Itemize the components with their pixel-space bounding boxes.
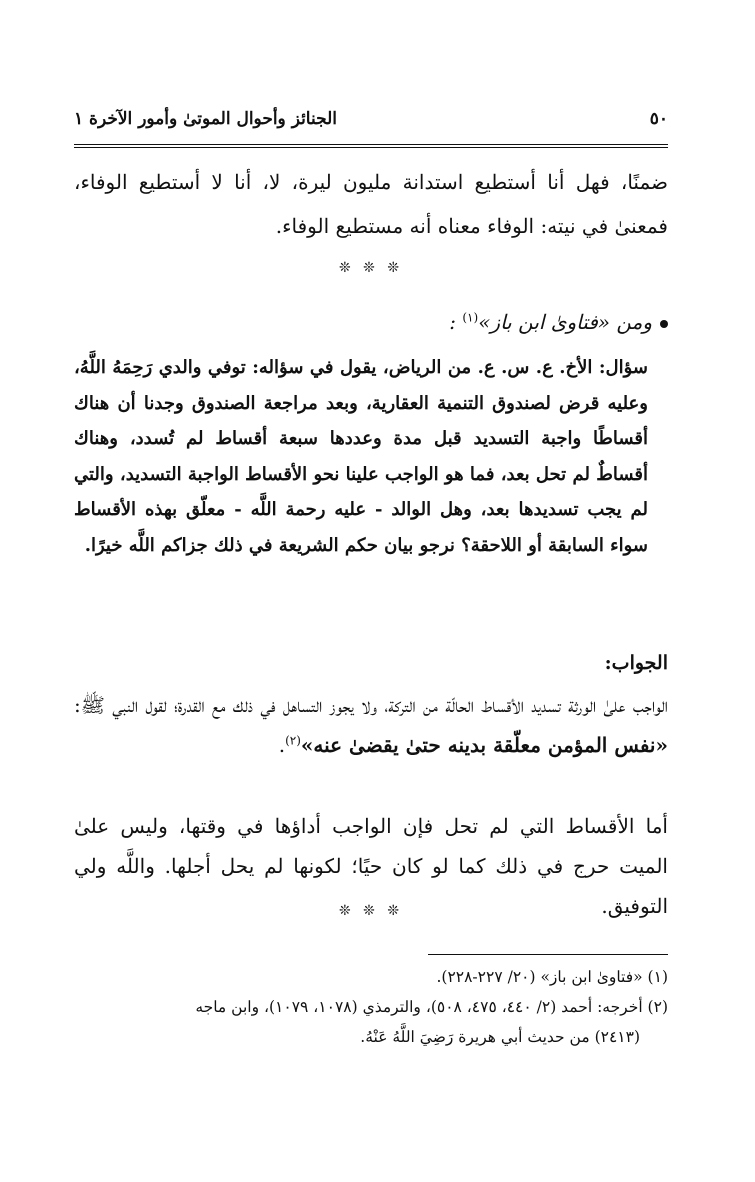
source-text: ومن «فتاوىٰ ابن باز»	[478, 310, 652, 334]
question-text: سؤال: الأخ. ع. س. ع. من الرياض، يقول في سؤاله: توفي والدي رَحِمَهُ اللَّهُ، وعليه قرض لصندوق التنمية العقارية، وبعد مراجعة الصندوق وجدنا أن هناك أقساطًا واجبة التسديد قبل مدة وعددها سبعة أقساط لم تُسدد، وهناك أقساطٌ لم تحل بعد، فما هو الواجب علينا نحو الأقساط الواجبة التسديد، والتي لم يجب تسديدها بعد، وهل الوالد - عليه رحمة اللَّه - معلّق بهذه الأقساط سواء السابقة أو اللاحقة؟ نرجو بيان حكم الشريعة في ذلك جزاكم اللَّه خيرًا.	[74, 357, 648, 556]
footnote-2: (٢) أخرجه: أحمد (٢/ ٤٤٠، ٤٧٥، ٥٠٨)، والترمذي (١٠٧٨، ١٠٧٩)، وابن ماجه	[195, 998, 668, 1016]
bullet-icon	[660, 320, 668, 328]
header-rule	[74, 144, 668, 145]
footnote-2-continuation: (٢٤١٣) من حديث أبي هريرة رَضِيَ اللَّهُ عَنْهُ.	[360, 1028, 640, 1046]
footnote-1: (١) «فتاوىٰ ابن باز» (٢٠/ ٢٢٧-٢٢٨).	[436, 968, 668, 986]
answer-text-end: .	[278, 733, 286, 757]
page-number: ٥٠	[649, 109, 668, 129]
question-block	[74, 350, 648, 563]
book-page	[74, 0, 668, 1182]
footnote-rule	[428, 954, 668, 955]
book-title: الجنائز وأحوال الموتىٰ وأمور الآخرة ١	[74, 109, 337, 129]
hadith-quote: «نفس المؤمن معلّقة بدينه حتىٰ يقضىٰ عنه»	[300, 733, 668, 757]
section-separator: ❊ ❊ ❊	[338, 260, 404, 276]
source-colon: :	[449, 310, 456, 334]
source-heading	[74, 300, 668, 344]
footnote-ref-1: (١)	[462, 310, 479, 325]
intro-text: ضمنًا، فهل أنا أستطيع استدانة مليون ليرة، لا، أنا لا أستطيع الوفاء، فمعنىٰ في نيته: الوفاء معناه أنه مستطيع الوفاء.	[74, 170, 668, 238]
intro-paragraph	[74, 160, 668, 248]
answer-heading: الجواب:	[604, 652, 668, 674]
footnote-ref-2: (٢)	[285, 733, 301, 748]
section-separator-end: ❊ ❊ ❊	[338, 903, 404, 919]
answer-paragraph	[74, 685, 668, 765]
running-header	[74, 104, 668, 134]
footnotes	[74, 962, 668, 1052]
answer-text: الواجب علىٰ الورثة تسديد الأقساط الحالّة من التركة، ولا يجوز التساهل في ذلك مع القدرة؛ لقول النبي ﷺ:	[74, 693, 668, 717]
conclusion-text: أما الأقساط التي لم تحل فإن الواجب أداؤها في وقتها، وليس علىٰ الميت حرج في ذلك كما لو كان حيًا؛ لكونها لم يحل أجلها. واللَّه ولي التوفيق.	[74, 814, 668, 918]
